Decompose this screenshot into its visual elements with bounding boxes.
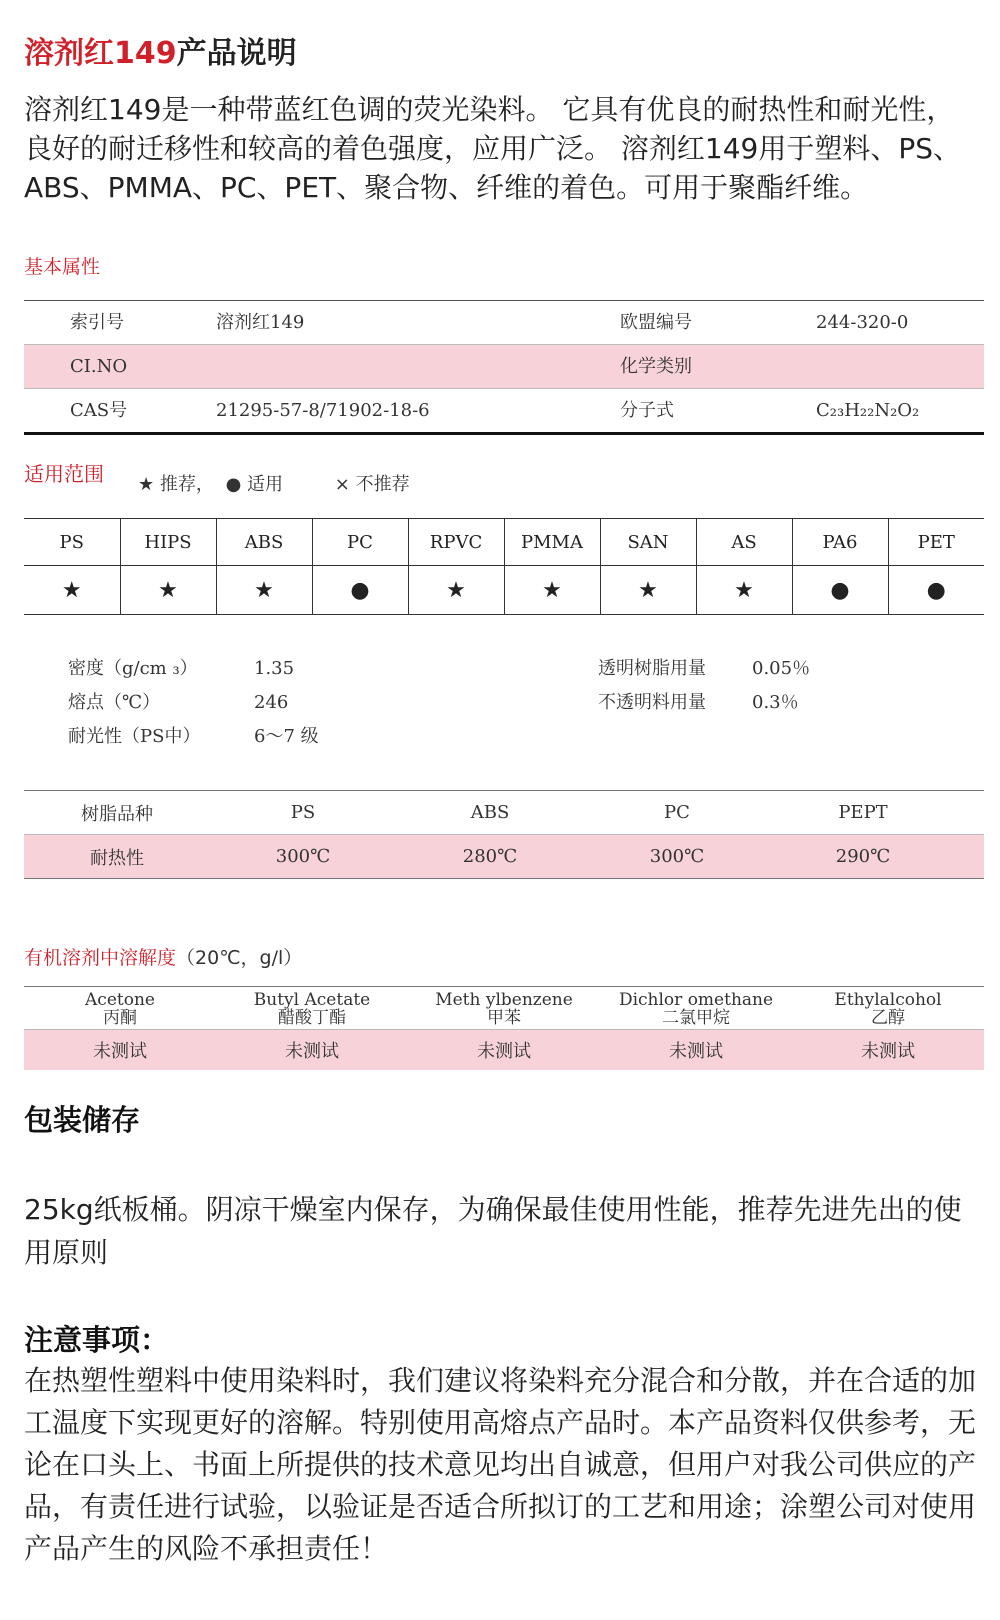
packaging-text: 25kg纸板桶。阴凉干燥室内保存，为确保最佳使用性能，推荐先进先出的使用原则 [24,1193,962,1269]
solvent-name-en: Acetone [85,990,155,1010]
basic-properties-label: 基本属性 [24,256,101,278]
property-labels-right [598,652,706,720]
cell: 分子式 [620,400,674,421]
table-row [24,834,984,878]
rating-symbol: ★ [120,566,216,615]
resin-header: HIPS [120,519,216,566]
opaque-dosage-label: 不透明料用量 [598,692,706,713]
product-name: 溶剂红149 [24,36,177,71]
resin-header: PET [888,519,984,566]
solubility-table [24,986,984,1070]
resin-header: PC [312,519,408,566]
cell: 树脂品种 [81,803,153,825]
solvent-header [408,987,600,1029]
notice-heading: 注意事项： [24,1323,170,1357]
solvent-name-cn: 乙醇 [871,1008,905,1028]
resin-header: PS [24,519,120,566]
rating-symbol: ★ [600,566,696,615]
solvent-name-cn: 甲苯 [487,1008,521,1028]
application-table [24,518,984,615]
intro-paragraph: 溶剂红149是一种带蓝红色调的荧光染料。 它具有优良的耐热性和耐光性，良好的耐迁移性和较高的着色强度，应用广泛。 溶剂红149用于塑料、PS、ABS、PMMA、PC、PET、聚合物、纤维的着色。可用于聚酯纤维。 [24,93,962,204]
legend-suitable: ● 适用 [225,474,284,495]
basic-properties-table [24,300,984,435]
transparent-dosage-value: 0.05％ [752,658,811,679]
cell: 300℃ [275,846,331,867]
solubility-value: 未测试 [861,1041,915,1062]
rating-symbol: ● [312,566,408,615]
cell: ABS [470,802,510,823]
melting-point-label: 熔点（℃） [68,692,161,713]
table-row [24,389,984,432]
solvent-name-en: Dichlor omethane [618,990,774,1010]
cell: 300℃ [649,846,705,867]
solubility-value: 未测试 [93,1041,147,1062]
property-values-left [254,652,319,754]
cell: CAS号 [70,400,128,421]
legend-not-recommended: × 不推荐 [334,474,410,495]
rating-symbol: ● [792,566,888,615]
resin-header: PA6 [792,519,888,566]
cell: 21295-57-8/71902-18-6 [216,400,430,421]
page-title [24,28,297,72]
density-label: 密度（g/cm ₃） [68,658,198,679]
cell: 耐热性 [90,847,144,869]
cell: 244-320-0 [816,312,909,333]
legend-recommended: ★ 推荐， [138,474,214,495]
application-legend [138,470,410,496]
opaque-dosage-value: 0.3％ [752,692,799,713]
solvent-header [24,987,216,1029]
property-labels-left [68,652,200,754]
solvent-name-en: Meth ylbenzene [435,990,573,1010]
cell: 290℃ [835,846,891,867]
table-row [24,301,984,345]
solvent-name-en: Ethylalcohol [834,990,942,1010]
cell: 溶剂红149 [216,312,305,333]
light-fastness-label: 耐光性（PS中） [68,726,201,747]
solvent-header [216,987,408,1029]
transparent-dosage-label: 透明树脂用量 [598,658,706,679]
resin-header: AS [696,519,792,566]
solubility-title: 有机溶剂中溶解度 [24,947,177,969]
light-fastness-value: 6～7 级 [254,726,319,747]
solvent-header [792,987,984,1029]
cell: 索引号 [70,312,124,333]
table-row [24,519,984,566]
solubility-value: 未测试 [669,1041,723,1062]
molecular-formula: C₂₃H₂₂N₂O₂ [816,400,920,421]
cell: PEPT [838,802,888,823]
rating-symbol: ★ [504,566,600,615]
solubility-value: 未测试 [477,1041,531,1062]
rating-symbol: ★ [696,566,792,615]
solvent-name-cn: 醋酸丁酯 [278,1008,346,1028]
property-values-right [752,652,810,720]
table-row [24,987,984,1029]
solvent-header [600,987,792,1029]
heat-resistance-table [24,790,984,879]
application-label: 适用范围 [24,462,104,486]
resin-header: ABS [216,519,312,566]
table-row [24,566,984,615]
solubility-label [24,943,302,970]
notice-text: 在热塑性塑料中使用染料时，我们建议将染料充分混合和分散，并在合适的加工温度下实现更好的溶解。特别使用高熔点产品时。本产品资料仅供参考，无论在口头上、书面上所提供的技术意见均出自诚意，但用户对我公司供应的产品，有责任进行试验，以验证是否适合所拟订的工艺和用途；涂塑公司对使用产品产生的风险不承担责任！ [24,1364,977,1565]
cell: PS [290,802,316,823]
table-row [24,1029,984,1070]
table-row [24,791,984,834]
packaging-heading: 包装储存 [24,1103,141,1137]
cell: 欧盟编号 [620,312,692,333]
resin-header: RPVC [408,519,504,566]
cell: PC [664,802,690,823]
table-row [24,345,984,389]
solvent-name-en: Butyl Acetate [253,990,371,1010]
solubility-value: 未测试 [285,1041,339,1062]
resin-header: SAN [600,519,696,566]
solubility-conditions: （20℃，g/l） [176,947,303,969]
rating-symbol: ★ [24,566,120,615]
cell: 280℃ [462,846,518,867]
resin-header: PMMA [504,519,600,566]
cell: 化学类别 [620,356,692,377]
rating-symbol: ★ [216,566,312,615]
density-value: 1.35 [254,658,295,679]
melting-point-value: 246 [254,692,289,713]
rating-symbol: ● [888,566,984,615]
solvent-name-cn: 二氯甲烷 [662,1008,730,1028]
rating-symbol: ★ [408,566,504,615]
solvent-name-cn: 丙酮 [103,1008,137,1028]
title-suffix: 产品说明 [176,36,297,71]
cell: CI.NO [70,356,128,377]
